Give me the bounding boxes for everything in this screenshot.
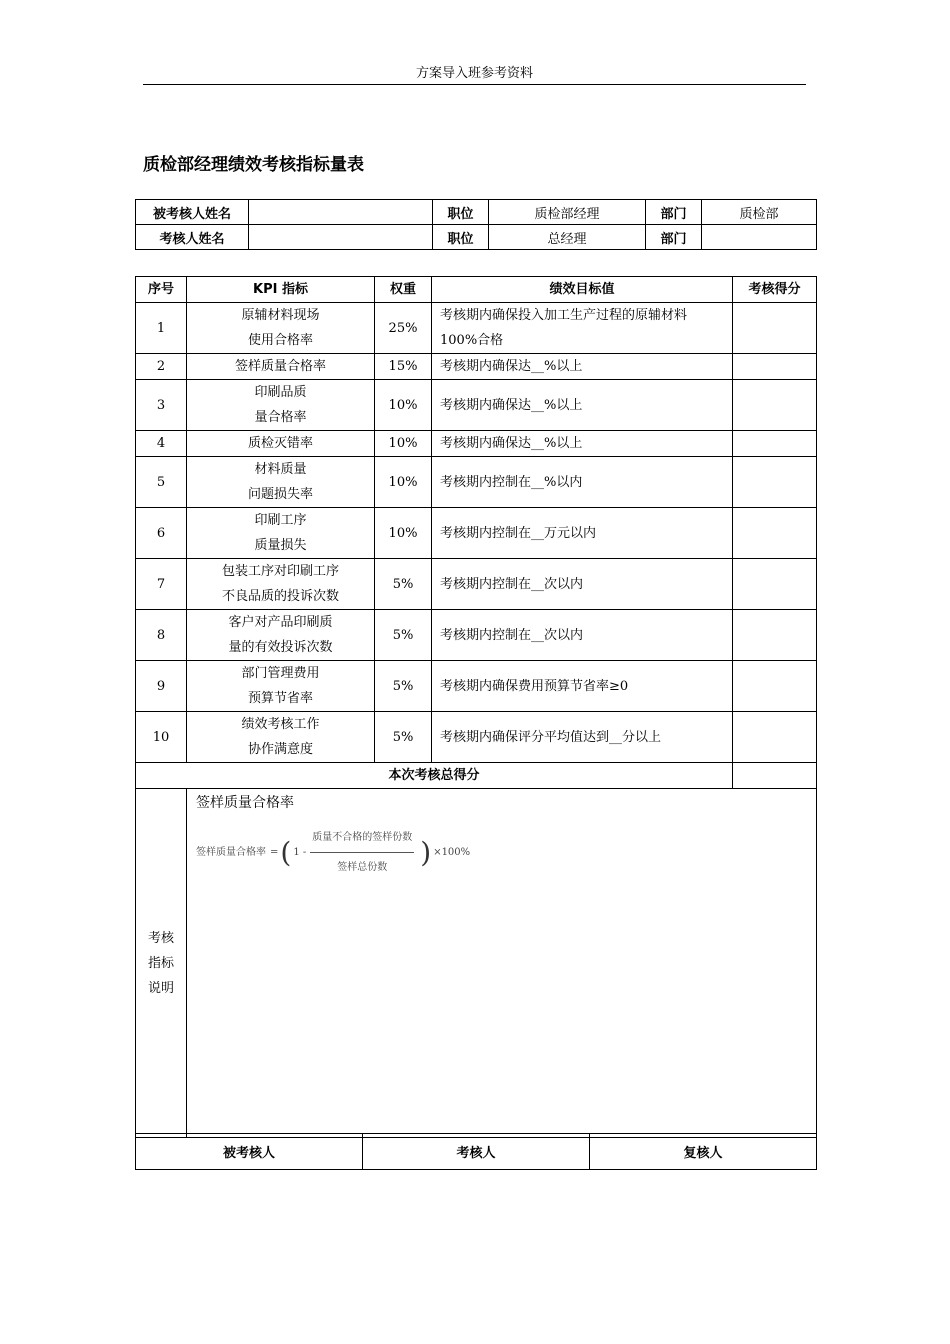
kpi-score-field[interactable] — [733, 508, 817, 559]
kpi-weight: 15% — [375, 354, 432, 380]
reviewer-signature[interactable]: 考核人 — [363, 1134, 590, 1170]
kpi-name-line2: 量合格率 — [254, 410, 307, 425]
kpi-score-field[interactable] — [733, 559, 817, 610]
kpi-row — [136, 559, 817, 610]
kpi-target: 考核期内控制在__万元以内 — [432, 508, 733, 559]
kpi-no: 5 — [136, 457, 187, 508]
kpi-target: 考核期内控制在__%以内 — [432, 457, 733, 508]
notes-row — [136, 789, 817, 1138]
kpi-weight: 5% — [375, 559, 432, 610]
kpi-weight: 10% — [375, 380, 432, 431]
info-row-reviewee — [136, 200, 817, 225]
kpi-weight: 5% — [375, 712, 432, 763]
col-header-kpi: KPI 指标 — [187, 277, 375, 303]
kpi-name-line2: 问题损失率 — [247, 487, 313, 502]
kpi-target: 考核期内控制在__次以内 — [432, 559, 733, 610]
kpi-weight: 5% — [375, 610, 432, 661]
kpi-no: 7 — [136, 559, 187, 610]
formula-fraction — [310, 825, 414, 880]
kpi-name-line2: 协作满意度 — [247, 742, 313, 757]
kpi-target: 考核期内确保评分平均值达到__分以上 — [432, 712, 733, 763]
kpi-name-line2: 不良品质的投诉次数 — [221, 589, 339, 604]
formula-numerator: 质量不合格的签样份数 — [310, 825, 414, 853]
kpi-name — [187, 661, 375, 712]
notes-side-line2: 指标 — [147, 955, 174, 971]
reviewer-dept-label: 部门 — [646, 225, 702, 250]
kpi-row — [136, 380, 817, 431]
note-item-title: 签样质量合格率 — [196, 795, 294, 811]
kpi-score-field[interactable] — [733, 712, 817, 763]
kpi-row — [136, 457, 817, 508]
kpi-name-line2: 质量损失 — [254, 538, 307, 553]
formula-times: ×100% — [433, 847, 471, 858]
col-header-no: 序号 — [136, 277, 187, 303]
kpi-target — [432, 303, 733, 354]
kpi-name-line1: 材料质量 — [254, 462, 307, 477]
formula — [196, 825, 816, 880]
kpi-target: 考核期内确保达__%以上 — [432, 380, 733, 431]
kpi-no: 3 — [136, 380, 187, 431]
kpi-row — [136, 303, 817, 354]
kpi-name — [187, 559, 375, 610]
kpi-target-line1: 考核期内确保投入加工生产过程的原辅材料 — [440, 308, 688, 323]
formula-equals: = — [270, 847, 279, 858]
kpi-no: 2 — [136, 354, 187, 380]
reviewee-dept-value[interactable]: 质检部 — [702, 200, 817, 225]
kpi-row — [136, 610, 817, 661]
formula-one-minus: 1 - — [293, 847, 307, 858]
rechecker-signature[interactable]: 复核人 — [590, 1134, 817, 1170]
reviewee-position-value[interactable]: 质检部经理 — [489, 200, 646, 225]
kpi-target: 考核期内确保达__%以上 — [432, 354, 733, 380]
kpi-no: 8 — [136, 610, 187, 661]
page-title: 质检部经理绩效考核指标量表 — [143, 155, 364, 175]
kpi-name-line2: 使用合格率 — [247, 333, 313, 348]
kpi-score-field[interactable] — [733, 380, 817, 431]
signature-table — [135, 1133, 817, 1170]
reviewee-position-label: 职位 — [433, 200, 489, 225]
info-table — [135, 199, 817, 250]
kpi-row — [136, 508, 817, 559]
kpi-weight: 10% — [375, 457, 432, 508]
kpi-name-line2: 预算节省率 — [247, 691, 313, 706]
kpi-name — [187, 303, 375, 354]
reviewee-name-field[interactable] — [249, 200, 433, 225]
right-paren-icon: ) — [420, 835, 432, 869]
signature-row — [136, 1134, 817, 1170]
kpi-name-line1: 客户对产品印刷质 — [228, 615, 333, 630]
notes-content — [187, 789, 817, 1138]
kpi-name-line1: 印刷工序 — [254, 513, 307, 528]
kpi-row — [136, 661, 817, 712]
kpi-name — [187, 457, 375, 508]
kpi-name — [187, 712, 375, 763]
reviewer-position-label: 职位 — [433, 225, 489, 250]
reviewer-dept-value[interactable] — [702, 225, 817, 250]
kpi-target: 考核期内确保费用预算节省率≥0 — [432, 661, 733, 712]
col-header-score: 考核得分 — [733, 277, 817, 303]
reviewer-name-label: 考核人姓名 — [136, 225, 249, 250]
page-header: 方案导入班参考资料 — [143, 64, 806, 85]
kpi-table — [135, 276, 817, 1138]
reviewee-name-label: 被考核人姓名 — [136, 200, 249, 225]
col-header-target: 绩效目标值 — [432, 277, 733, 303]
kpi-header-row — [136, 277, 817, 303]
formula-lhs: 签样质量合格率 — [196, 847, 266, 858]
kpi-name-line1: 绩效考核工作 — [241, 717, 320, 732]
reviewer-position-value[interactable]: 总经理 — [489, 225, 646, 250]
reviewee-signature[interactable]: 被考核人 — [136, 1134, 363, 1170]
left-paren-icon: ( — [280, 835, 292, 869]
reviewer-name-field[interactable] — [249, 225, 433, 250]
kpi-name — [187, 380, 375, 431]
kpi-name-line1: 印刷品质 — [254, 385, 307, 400]
kpi-name — [187, 508, 375, 559]
kpi-score-field[interactable] — [733, 354, 817, 380]
kpi-name-line1: 包装工序对印刷工序 — [221, 564, 339, 579]
notes-side-label — [136, 789, 187, 1138]
kpi-no: 1 — [136, 303, 187, 354]
kpi-name-line1: 部门管理费用 — [241, 666, 320, 681]
kpi-target: 考核期内控制在__次以内 — [432, 610, 733, 661]
kpi-weight: 10% — [375, 508, 432, 559]
total-score-field[interactable] — [733, 763, 817, 789]
info-row-reviewer — [136, 225, 817, 250]
kpi-score-field[interactable] — [733, 431, 817, 457]
kpi-score-field[interactable] — [733, 661, 817, 712]
kpi-name: 质检灭错率 — [187, 431, 375, 457]
kpi-name — [187, 610, 375, 661]
total-row — [136, 763, 817, 789]
kpi-weight: 5% — [375, 661, 432, 712]
kpi-row — [136, 712, 817, 763]
kpi-target: 考核期内确保达__%以上 — [432, 431, 733, 457]
kpi-score-field[interactable] — [733, 610, 817, 661]
formula-denominator: 签样总份数 — [337, 862, 388, 873]
kpi-target-line2: 100%合格 — [440, 333, 504, 348]
notes-side-line3: 说明 — [147, 980, 174, 996]
kpi-no: 9 — [136, 661, 187, 712]
kpi-row — [136, 354, 817, 380]
kpi-weight: 25% — [375, 303, 432, 354]
col-header-weight: 权重 — [375, 277, 432, 303]
total-score-label: 本次考核总得分 — [136, 763, 733, 789]
reviewee-dept-label: 部门 — [646, 200, 702, 225]
kpi-score-field[interactable] — [733, 457, 817, 508]
kpi-name-line1: 原辅材料现场 — [241, 308, 320, 323]
kpi-no: 4 — [136, 431, 187, 457]
kpi-name-line2: 量的有效投诉次数 — [228, 640, 333, 655]
kpi-no: 10 — [136, 712, 187, 763]
kpi-no: 6 — [136, 508, 187, 559]
notes-side-line1: 考核 — [147, 930, 174, 946]
kpi-weight: 10% — [375, 431, 432, 457]
kpi-row — [136, 431, 817, 457]
kpi-score-field[interactable] — [733, 303, 817, 354]
kpi-name: 签样质量合格率 — [187, 354, 375, 380]
